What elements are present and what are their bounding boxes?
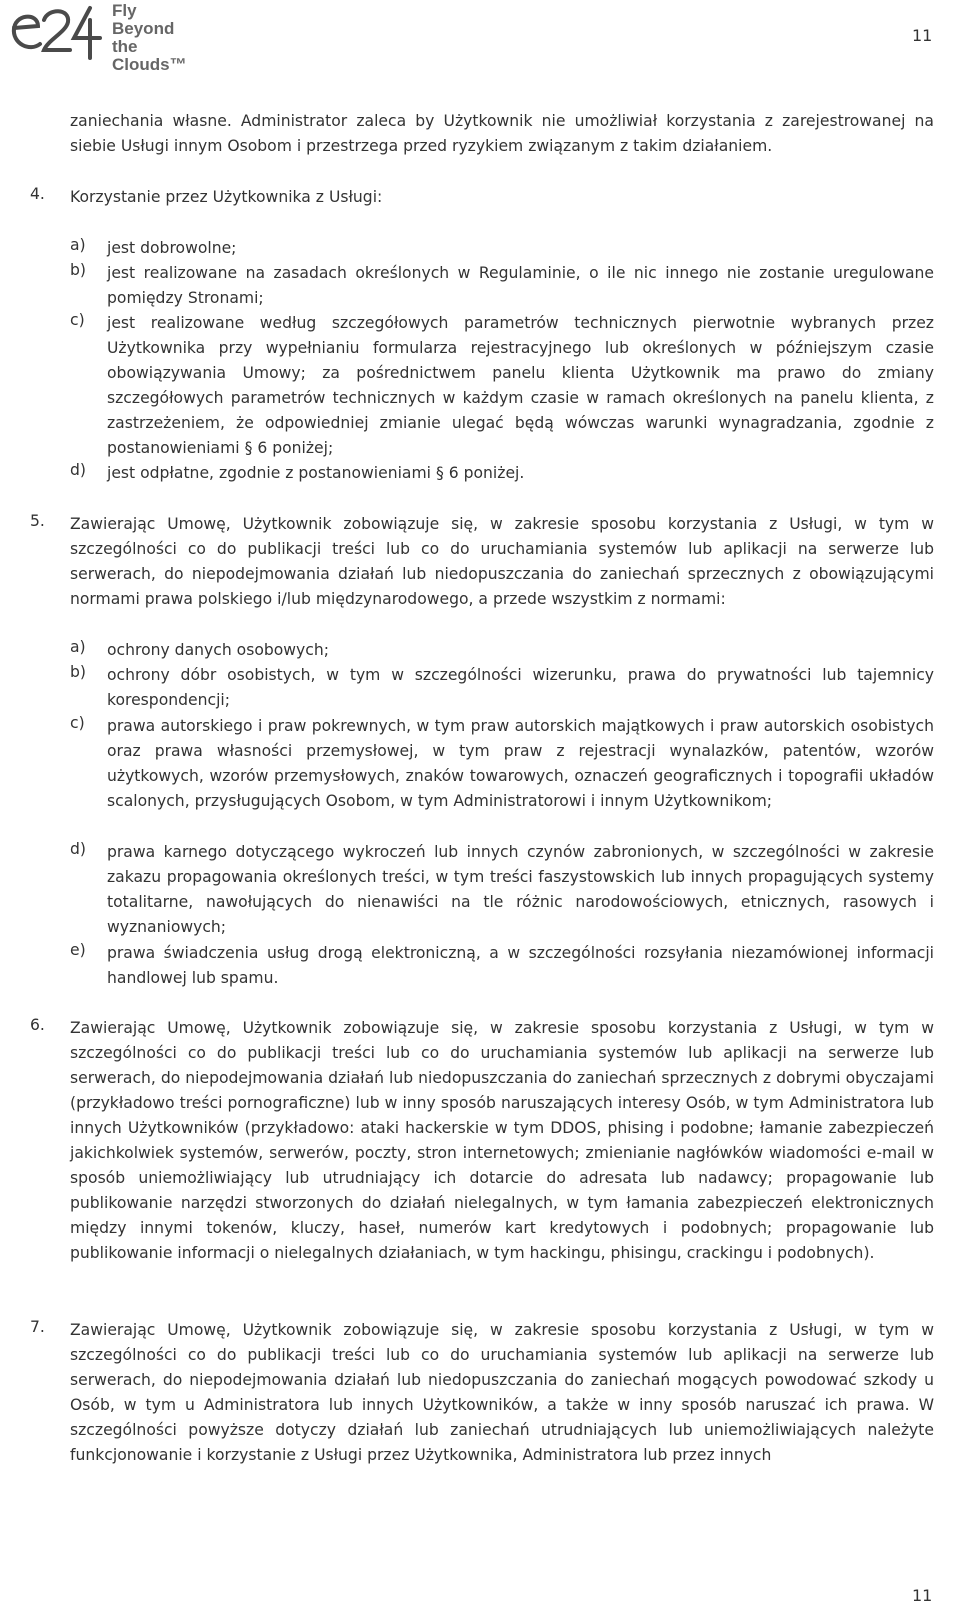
logo-line-1: Fly (112, 1, 137, 20)
company-logo (4, 0, 214, 74)
logo-line-3: the Clouds™ (112, 37, 187, 74)
page-number-top: 11 (912, 26, 933, 45)
section-5-number: 5. (30, 512, 45, 530)
section-4-item-c: jest realizowane według szczegółowych parametrów technicznych pierwotnie wybranych przez Użytkownika przy wypełnianiu formularza rejestracyjnego lub określonych w późniejszym czasie obowiązywania Umowy; za pośrednictwem panelu klienta Użytkownik ma prawo do zmiany szczegółowych parametrów technicznych w każdym czasie w ramach określonych na panelu klienta, z zastrzeżeniem, że odpowiedniej zmianie ulegać będą wówczas warunki wynagradzania, zgodnie z postanowieniami § 6 poniżej; (107, 314, 934, 457)
intro-paragraph: zaniechania własne. Administrator zaleca by Użytkownik nie umożliwiał korzystania z zarejestrowanej na siebie Usługi innym Osobom i przestrzega przed ryzykiem związanym z takim działaniem. (70, 112, 934, 155)
section-5-item-a: ochrony danych osobowych; (107, 641, 329, 659)
section-5-item-d: prawa karnego dotyczącego wykroczeń lub innych czynów zabronionych, w szczególności w zakresie zakazu propagowania określonych treści, w tym treści faszystowskich lub innych propagujących systemy totalitarne, nawołujących do nienawiści na tle różnic narodowościowych, etnicznych, rasowych i wyznaniowych; (107, 843, 934, 936)
section-7-number: 7. (30, 1318, 45, 1336)
section-5-item-e: prawa świadczenia usług drogą elektroniczną, a w szczególności rozsyłania niezamówionej informacji handlowej lub spamu. (107, 944, 934, 987)
e24-logo-icon (4, 0, 104, 62)
section-4-item-c-letter: c) (70, 311, 85, 329)
section-4-item-a: jest dobrowolne; (107, 239, 237, 257)
section-4-heading: Korzystanie przez Użytkownika z Usługi: (70, 188, 383, 206)
section-5-item-c-letter: c) (70, 714, 85, 732)
section-5-item-b-letter: b) (70, 663, 86, 681)
section-5-item-e-letter: e) (70, 941, 86, 959)
section-4-item-b: jest realizowane na zasadach określonych w Regulaminie, o ile nic innego nie zostanie uregulowane pomiędzy Stronami; (107, 264, 934, 307)
section-4-item-a-letter: a) (70, 236, 86, 254)
section-5-item-c: prawa autorskiego i praw pokrewnych, w tym praw autorskich majątkowych i praw autorskich osobistych oraz prawa własności przemysłowej, w tym praw z rejestracji wynalazków, patentów, wzorów użytkowych, wzorów przemysłowych, znaków towarowych, oznaczeń geograficznych i topografii układów scalonych, przysługujących Osobom, w tym Administratorowi i innym Użytkownikom; (107, 717, 934, 810)
page-number-bottom: 11 (912, 1586, 933, 1605)
section-5-item-d-letter: d) (70, 840, 86, 858)
section-5-text: Zawierając Umowę, Użytkownik zobowiązuje się, w zakresie sposobu korzystania z Usługi, w tym w szczególności co do publikacji treści lub co do uruchamiania systemów lub aplikacji na serwerze lub serwerach, do niepodejmowania działań lub niedopuszczania do zaniechań sprzecznych z obowiązującymi normami prawa polskiego i/lub międzynarodowego, a przede wszystkim z normami: (70, 515, 934, 608)
logo-tagline (112, 2, 214, 74)
section-4-item-d: jest odpłatne, zgodnie z postanowieniami § 6 poniżej. (107, 464, 525, 482)
logo-line-2: Beyond (112, 19, 175, 38)
section-5-item-a-letter: a) (70, 638, 86, 656)
section-7-text: Zawierając Umowę, Użytkownik zobowiązuje się, w zakresie sposobu korzystania z Usługi, w tym w szczególności co do publikacji treści lub co do uruchamiania systemów lub aplikacji na serwerze lub serwerach, do niepodejmowania działań lub niedopuszczania do zaniechań mogących powodować szkody u Osób, w tym u Administratora lub innych Użytkowników, a także w inny sposób naruszać ich prawa. W szczególności powyższe dotyczy działań lub zaniechań utrudniających lub uniemożliwiających należyte funkcjonowanie i korzystanie z Usługi przez Użytkownika, Administratora lub przez innych (70, 1321, 934, 1464)
section-6-number: 6. (30, 1016, 45, 1034)
section-4-item-d-letter: d) (70, 461, 86, 479)
section-4-item-b-letter: b) (70, 261, 86, 279)
section-6-text: Zawierając Umowę, Użytkownik zobowiązuje się, w zakresie sposobu korzystania z Usługi, w tym w szczególności co do publikacji treści lub co do uruchamiania systemów lub aplikacji na serwerze lub serwerach, do niepodejmowania działań lub niedopuszczania do zaniechań sprzecznych z dobrymi obyczajami (przykładowo treści pornograficzne) lub w inny sposób naruszających interesy Osób, w tym Administratora lub innych Użytkowników (przykładowo: ataki hackerskie w tym DDOS, phising i podobne; łamanie zabezpieczeń jakichkolwiek systemów, serwerów, poczty, stron internetowych; zmienianie nagłówków wiadomości e-mail w sposób uniemożliwiający lub utrudniający ich dotarcie do adresata lub nadawcy; propagowanie lub publikowanie narzędzi stworzonych do działań nielegalnych, w tym łamania zabezpieczeń elektronicznych między innymi tokenów, kluczy, haseł, numerów kart kredytowych i podobnych; propagowanie lub publikowanie informacji o nielegalnych działaniach, w tym hackingu, phisingu, crackingu i podobnych). (70, 1019, 934, 1262)
section-4-number: 4. (30, 185, 45, 203)
section-5-item-b: ochrony dóbr osobistych, w tym w szczególności wizerunku, prawa do prywatności lub tajemnicy korespondencji; (107, 666, 934, 709)
